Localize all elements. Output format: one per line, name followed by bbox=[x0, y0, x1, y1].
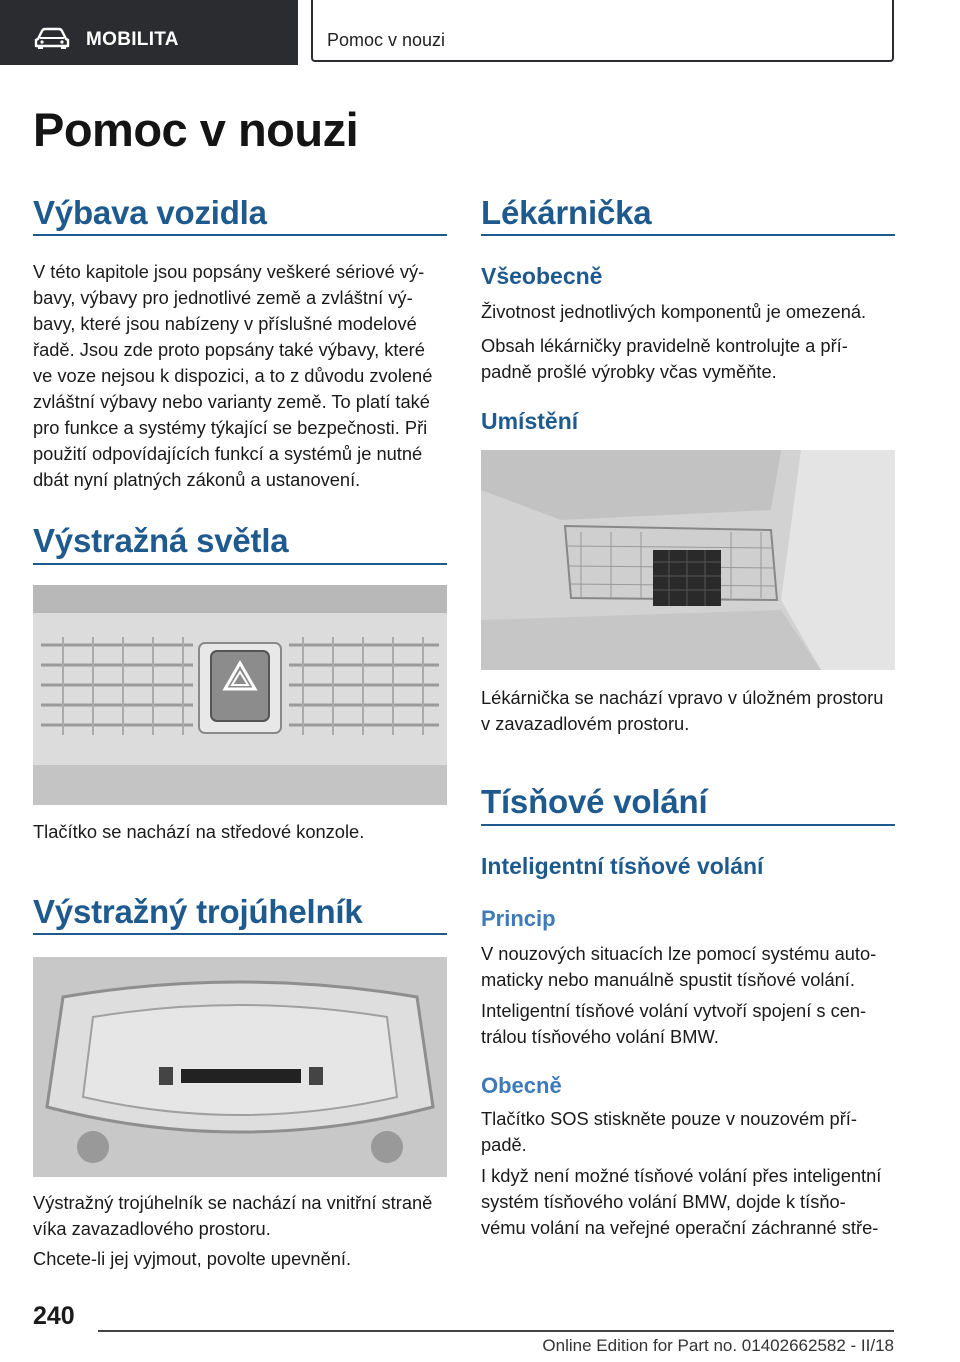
heading-tisnove: Tísňové volání bbox=[481, 783, 708, 820]
first-aid-kit-image bbox=[481, 450, 895, 670]
heading-trojuhelnik: Výstražný trojúhelník bbox=[33, 893, 363, 930]
divider bbox=[481, 234, 895, 236]
vseobecne-p1: Životnost jednotlivých komponentů je omezená. bbox=[481, 301, 867, 322]
divider bbox=[33, 933, 447, 935]
page-title: Pomoc v nouzi bbox=[33, 103, 359, 156]
svetla-caption: Tlačítko se nachází na středové konzole. bbox=[33, 821, 365, 842]
princip-p2: Inteligentní tísňové volání vytvoří spojení s cen‐ trálou tísňového volání BMW. bbox=[481, 1000, 867, 1047]
chapter-label: Pomoc v nouzi bbox=[327, 30, 446, 50]
edition-info: Online Edition for Part no. 01402662582 - II/18 bbox=[542, 1336, 894, 1355]
page-number: 240 bbox=[33, 1302, 75, 1330]
divider bbox=[33, 563, 447, 565]
footer-divider bbox=[98, 1330, 894, 1332]
vseobecne-p2: Obsah lékárničky pravidelně kontrolujte a pří‐ padně prošlé výrobky včas vyměňte. bbox=[481, 335, 848, 382]
heading-vybava: Výbava vozidla bbox=[33, 194, 267, 231]
princip-p1: V nouzových situacích lze pomocí systému auto‐ maticky nebo manuálně spustit tísňové volání. bbox=[481, 943, 877, 990]
heading-lekarnicka: Lékárnička bbox=[481, 194, 652, 231]
car-icon bbox=[34, 27, 70, 49]
heading-umisteni: Umístění bbox=[481, 408, 579, 434]
trojuhelnik-note: Chcete-li jej vyjmout, povolte upevnění. bbox=[33, 1248, 352, 1269]
heading-svetla: Výstražná světla bbox=[33, 522, 289, 559]
heading-vseobecne: Všeobecně bbox=[481, 263, 603, 289]
heading-princip: Princip bbox=[481, 906, 556, 931]
trojuhelnik-caption: Výstražný trojúhelník se nachází na vnitřní straně víka zavazadlového prostoru. bbox=[33, 1192, 433, 1239]
section-tab[interactable] bbox=[0, 0, 298, 65]
chapter-tab[interactable] bbox=[311, 0, 894, 62]
section-label: MOBILITA bbox=[86, 29, 179, 50]
obecne-p1: Tlačítko SOS stiskněte pouze v nouzovém pří‐ padě. bbox=[481, 1108, 857, 1155]
hazard-button-image bbox=[33, 585, 447, 805]
warning-triangle-image bbox=[33, 957, 447, 1177]
obecne-p2: I když není možné tísňové volání přes inteligentní systém tísňového volání BMW, dojde k tísňo‐ vému volání na veřejné operační záchranné stře‐ bbox=[481, 1165, 882, 1238]
divider bbox=[481, 824, 895, 826]
heading-inteligentni: Inteligentní tísňové volání bbox=[481, 853, 764, 879]
heading-obecne: Obecně bbox=[481, 1073, 562, 1098]
divider bbox=[33, 234, 447, 236]
umisteni-caption: Lékárnička se nachází vpravo v úložném prostoru v zavazadlovém prostoru. bbox=[481, 687, 884, 734]
vybava-paragraph: V této kapitole jsou popsány veškeré sériové vý‐ bavy, výbavy pro jednotlivé země a zvláštní vý‐ bavy, které jsou nabízeny v příslušné modelové řadě. Jsou zde proto popsány také výbavy, které ve voze nejsou k dispozici, a to z důvodu zvolené zvláštní výbavy nebo varianty země. To platí také pro funkce a systémy týkající se bezpečnosti. Při použití odpovídajících funkcí a systémů je nutné dbát nyní platných zákonů a ustanovení. bbox=[33, 261, 433, 490]
